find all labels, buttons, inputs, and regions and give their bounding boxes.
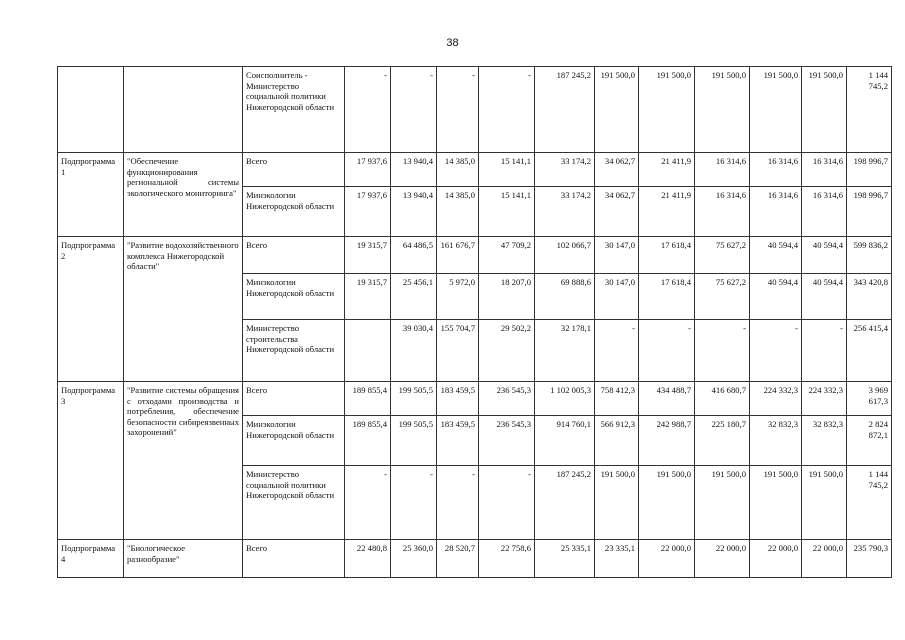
executor-cell: Всего: [243, 153, 345, 187]
value-cell: 16 314,6: [802, 187, 847, 237]
value-cell: 161 676,7: [437, 237, 479, 274]
total-cell: 235 790,3: [847, 540, 892, 578]
total-cell: 198 996,7: [847, 187, 892, 237]
value-cell: 416 680,7: [695, 382, 750, 416]
value-cell: 29 502,2: [479, 320, 535, 382]
value-cell: 22 000,0: [802, 540, 847, 578]
value-cell: 224 332,3: [750, 382, 802, 416]
value-cell: 187 245,2: [535, 67, 595, 153]
value-cell: 199 505,5: [391, 382, 437, 416]
value-cell: 28 520,7: [437, 540, 479, 578]
total-cell: 1 144 745,2: [847, 466, 892, 540]
table-row: [58, 153, 892, 187]
value-cell: -: [802, 320, 847, 382]
executor-cell: Всего: [243, 382, 345, 416]
value-cell: -: [437, 466, 479, 540]
total-cell: 2 824 872,1: [847, 416, 892, 466]
value-cell: 40 594,4: [750, 274, 802, 320]
value-cell: 191 500,0: [750, 67, 802, 153]
executor-cell: Минэкологии Нижегородской области: [243, 416, 345, 466]
value-cell: 225 180,7: [695, 416, 750, 466]
value-cell: 16 314,6: [802, 153, 847, 187]
value-cell: 191 500,0: [695, 466, 750, 540]
value-cell: 16 314,6: [695, 187, 750, 237]
value-cell: 19 315,7: [345, 237, 391, 274]
value-cell: 16 314,6: [750, 187, 802, 237]
value-cell: 40 594,4: [750, 237, 802, 274]
value-cell: 39 030,4: [391, 320, 437, 382]
value-cell: 22 758,6: [479, 540, 535, 578]
value-cell: -: [345, 466, 391, 540]
program-cell: Подпрограмма 3: [58, 382, 124, 540]
value-cell: 16 314,6: [695, 153, 750, 187]
value-cell: 34 062,7: [595, 187, 639, 237]
total-cell: 198 996,7: [847, 153, 892, 187]
value-cell: -: [695, 320, 750, 382]
total-cell: 256 415,4: [847, 320, 892, 382]
executor-cell: Минэкологии Нижегородской области: [243, 274, 345, 320]
value-cell: 17 618,4: [639, 274, 695, 320]
value-cell: 33 174,2: [535, 153, 595, 187]
value-cell: 75 627,2: [695, 274, 750, 320]
value-cell: 22 000,0: [695, 540, 750, 578]
value-cell: 191 500,0: [639, 466, 695, 540]
value-cell: 183 459,5: [437, 382, 479, 416]
value-cell: [345, 320, 391, 382]
description-cell: "Обеспечение функционирования региональной системы экологического мониторинга": [124, 153, 243, 237]
value-cell: 19 315,7: [345, 274, 391, 320]
value-cell: -: [391, 67, 437, 153]
description-cell: [124, 67, 243, 153]
value-cell: 914 760,1: [535, 416, 595, 466]
value-cell: 102 066,7: [535, 237, 595, 274]
value-cell: 191 500,0: [639, 67, 695, 153]
value-cell: 15 141,1: [479, 187, 535, 237]
table-row: [58, 237, 892, 274]
value-cell: 189 855,4: [345, 416, 391, 466]
value-cell: 21 411,9: [639, 153, 695, 187]
table-body: [58, 67, 892, 578]
value-cell: 566 912,3: [595, 416, 639, 466]
executor-cell: Всего: [243, 237, 345, 274]
value-cell: 75 627,2: [695, 237, 750, 274]
value-cell: -: [345, 67, 391, 153]
value-cell: 22 480,8: [345, 540, 391, 578]
value-cell: 47 709,2: [479, 237, 535, 274]
value-cell: 25 360,0: [391, 540, 437, 578]
value-cell: 17 937,6: [345, 187, 391, 237]
table-row: [58, 540, 892, 578]
value-cell: 191 500,0: [802, 67, 847, 153]
value-cell: -: [639, 320, 695, 382]
value-cell: 155 704,7: [437, 320, 479, 382]
program-cell: [58, 67, 124, 153]
value-cell: -: [391, 466, 437, 540]
table-row: [58, 67, 892, 153]
executor-cell: Министерство строительства Нижегородской области: [243, 320, 345, 382]
program-cell: Подпрограмма 1: [58, 153, 124, 237]
value-cell: 34 062,7: [595, 153, 639, 187]
value-cell: 22 000,0: [639, 540, 695, 578]
value-cell: 33 174,2: [535, 187, 595, 237]
value-cell: -: [479, 466, 535, 540]
value-cell: -: [750, 320, 802, 382]
value-cell: 242 988,7: [639, 416, 695, 466]
value-cell: 183 459,5: [437, 416, 479, 466]
value-cell: 758 412,3: [595, 382, 639, 416]
value-cell: 30 147,0: [595, 274, 639, 320]
value-cell: 22 000,0: [750, 540, 802, 578]
total-cell: 3 969 617,3: [847, 382, 892, 416]
value-cell: 40 594,4: [802, 237, 847, 274]
executor-cell: Министерство социальной политики Нижегородской области: [243, 466, 345, 540]
value-cell: 14 385,0: [437, 153, 479, 187]
value-cell: 14 385,0: [437, 187, 479, 237]
value-cell: 434 488,7: [639, 382, 695, 416]
value-cell: 23 335,1: [595, 540, 639, 578]
total-cell: 1 144 745,2: [847, 67, 892, 153]
program-cell: Подпрограмма 2: [58, 237, 124, 382]
executor-cell: Всего: [243, 540, 345, 578]
value-cell: 199 505,5: [391, 416, 437, 466]
description-cell: "Развитие системы обращения с отходами производства и потребления, обеспечение безопасности сибиреязвенных захоронений": [124, 382, 243, 540]
table-row: [58, 382, 892, 416]
budget-table: [57, 66, 892, 578]
value-cell: 25 335,1: [535, 540, 595, 578]
value-cell: 21 411,9: [639, 187, 695, 237]
value-cell: 5 972,0: [437, 274, 479, 320]
description-cell: "Биологическое разнообразие": [124, 540, 243, 578]
value-cell: 17 937,6: [345, 153, 391, 187]
total-cell: 343 420,8: [847, 274, 892, 320]
description-cell: "Развитие водохозяйственного комплекса Нижегородской области": [124, 237, 243, 382]
value-cell: 191 500,0: [750, 466, 802, 540]
value-cell: 1 102 005,3: [535, 382, 595, 416]
value-cell: 191 500,0: [595, 466, 639, 540]
executor-cell: Минэкологии Нижегородской области: [243, 187, 345, 237]
value-cell: 236 545,3: [479, 416, 535, 466]
total-cell: 599 836,2: [847, 237, 892, 274]
value-cell: 191 500,0: [595, 67, 639, 153]
value-cell: 69 888,6: [535, 274, 595, 320]
value-cell: 64 486,5: [391, 237, 437, 274]
value-cell: 15 141,1: [479, 153, 535, 187]
value-cell: 13 940,4: [391, 187, 437, 237]
value-cell: 13 940,4: [391, 153, 437, 187]
page-number: 38: [446, 37, 459, 49]
executor-cell: Соисполнитель - Министерство социальной политики Нижегородской области: [243, 67, 345, 153]
value-cell: 224 332,3: [802, 382, 847, 416]
value-cell: 32 832,3: [802, 416, 847, 466]
value-cell: 40 594,4: [802, 274, 847, 320]
value-cell: 187 245,2: [535, 466, 595, 540]
value-cell: -: [437, 67, 479, 153]
value-cell: -: [595, 320, 639, 382]
value-cell: 17 618,4: [639, 237, 695, 274]
value-cell: 191 500,0: [802, 466, 847, 540]
value-cell: -: [479, 67, 535, 153]
value-cell: 189 855,4: [345, 382, 391, 416]
value-cell: 30 147,0: [595, 237, 639, 274]
value-cell: 191 500,0: [695, 67, 750, 153]
value-cell: 236 545,3: [479, 382, 535, 416]
value-cell: 32 178,1: [535, 320, 595, 382]
value-cell: 25 456,1: [391, 274, 437, 320]
value-cell: 16 314,6: [750, 153, 802, 187]
value-cell: 18 207,0: [479, 274, 535, 320]
program-cell: Подпрограмма 4: [58, 540, 124, 578]
value-cell: 32 832,3: [750, 416, 802, 466]
